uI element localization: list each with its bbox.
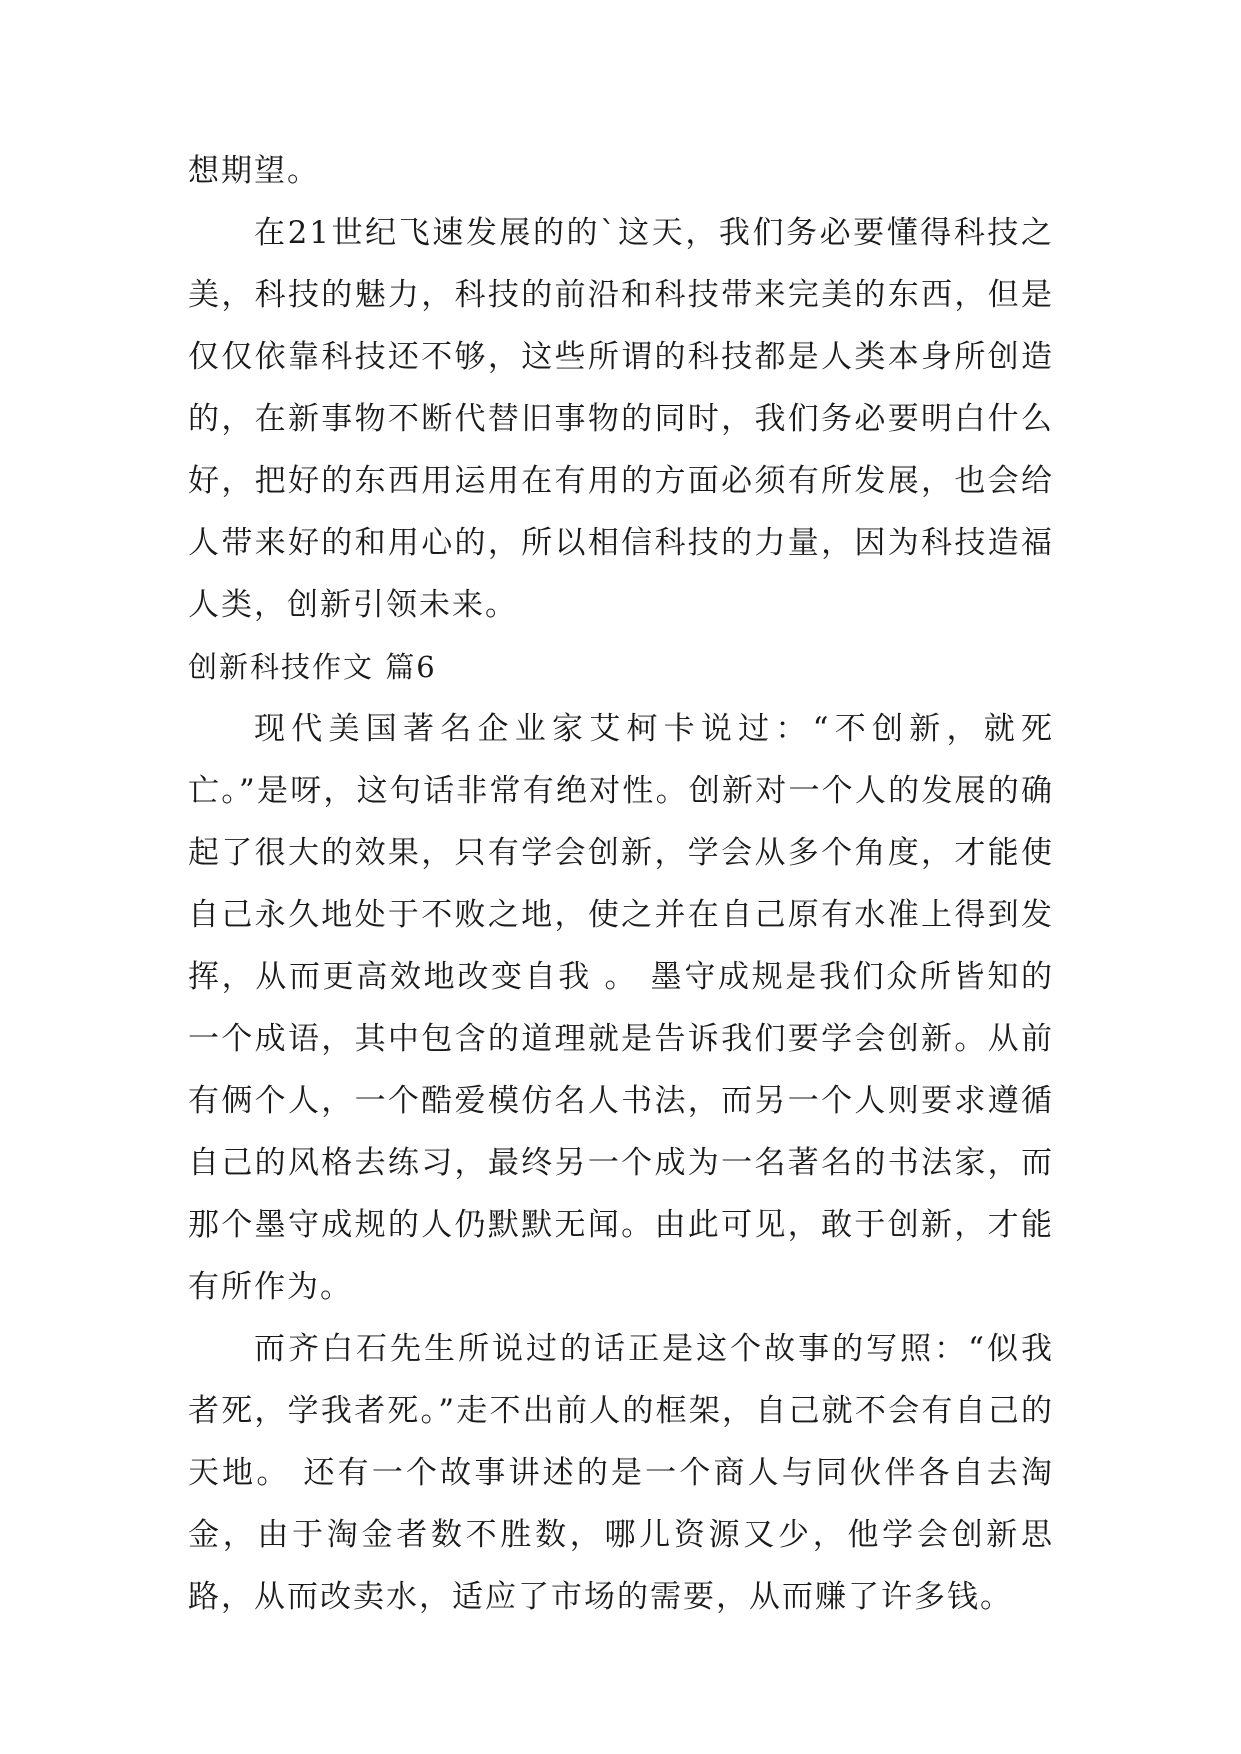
paragraph-innovation-quote: 现代美国著名企业家艾柯卡说过：“不创新，就死亡。”是呀，这句话非常有绝对性。创新对一个人的发展的确起了很大的效果，只有学会创新，学会从多个角度，才能使自己永久地处于不败之地，使之并在自己原有水准上得到发挥，从而更高效地改变自我 。 墨守成规是我们众所皆知的一个成语，其中包含的道理就是告诉我们要学会创新。从前有俩个人，一个酷爱模仿名人书法，而另一个人则要求遵循自己的风格去练习，最终另一个成为一名著名的书法家，而那个墨守成规的人仍默默无闻。由此可见，敢于创新，才能有所作为。 [188,711,1054,1305]
paragraph-science-beauty: 在21世纪飞速发展的的`这天，我们务必要懂得科技之美，科技的魅力，科技的前沿和科技带来完美的东西，但是仅仅依靠科技还不够，这些所谓的科技都是人类本身所创造的，在新事物不断代替旧事物的同时，我们务必要明白什么好，把好的东西用运用在有用的方面必须有所发展，也会给人带来好的和用心的，所以相信科技的力量，因为科技造福人类，创新引领未来。 [188,215,1054,623]
paragraph-qi-baishi-story: 而齐白石先生所说过的话正是这个故事的写照：“似我者死，学我者死。”走不出前人的框架，自己就不会有自己的天地。 还有一个故事讲述的是一个商人与同伙伴各自去淘金，由于淘金者数不胜数，哪儿资源又少，他学会创新思路，从而改卖水，适应了市场的需要，从而赚了许多钱。 [188,1331,1054,1615]
section-heading: 创新科技作文 篇6 [188,650,437,684]
continued-paragraph: 想期望。 [188,153,320,189]
